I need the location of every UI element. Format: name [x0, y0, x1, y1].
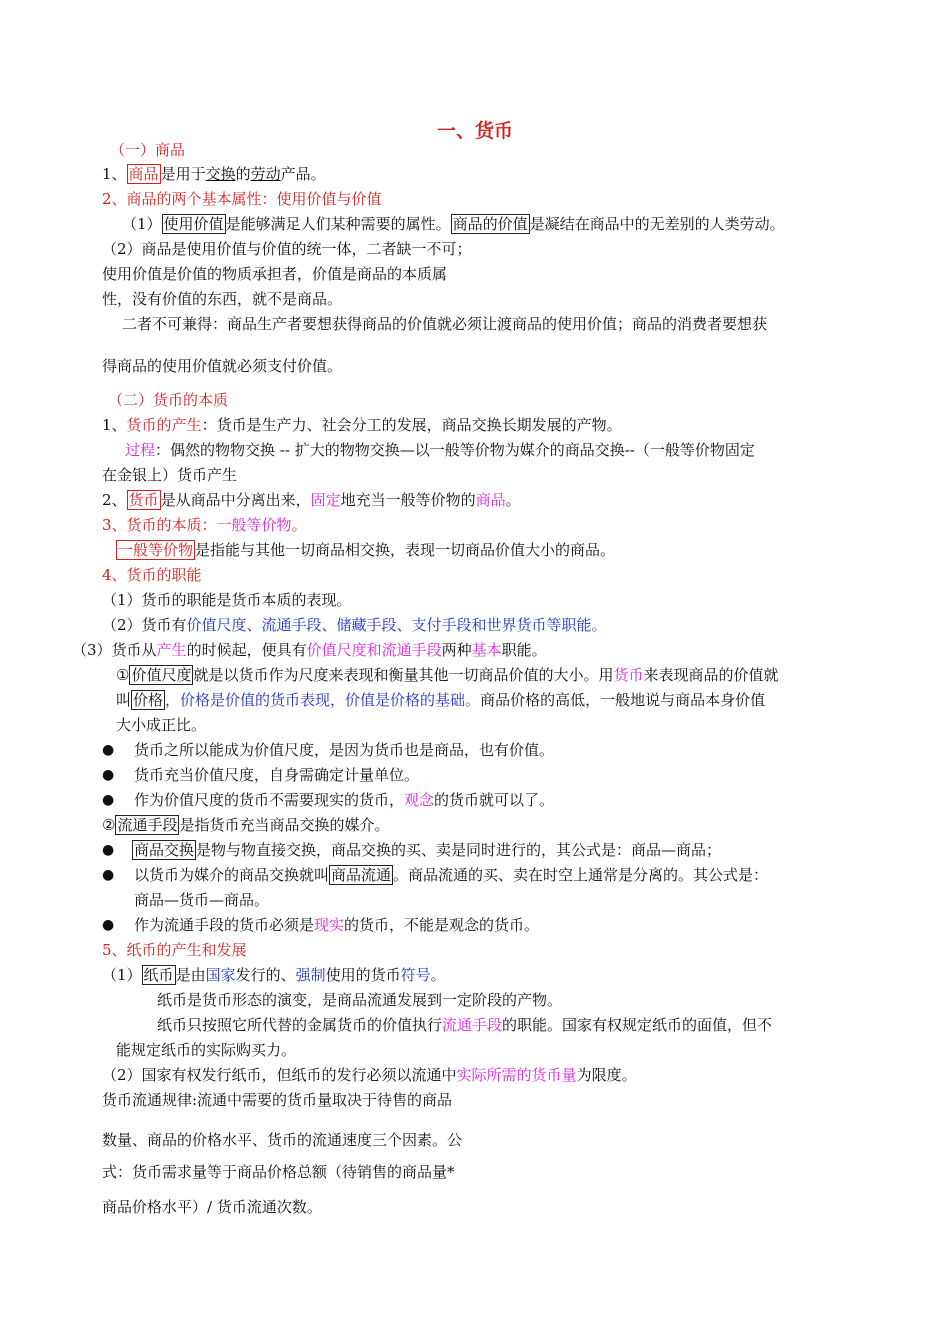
circulation-law-line-2: 数量、商品的价格水平、货币的流通速度三个因素。公: [102, 1131, 463, 1149]
carrier-line: 使用价值是价值的物质承担者，价值是商品的本质属: [102, 265, 448, 283]
general-equivalent-line: [116, 540, 615, 560]
term-price-definition: 价格是价值的货币表现，价值是价格的基础。: [180, 691, 481, 709]
term-commodity-exchange: 商品交换: [134, 841, 195, 859]
text-span: 就是以货币作为尺度来表现和衡量其他一切商品价值的大小。用: [193, 666, 614, 684]
term-fixed: 固定: [310, 491, 341, 509]
section-heading-commodity: （一）商品: [110, 141, 186, 159]
text-span: 是用于: [160, 165, 206, 183]
commodity-attributes-heading: 2、商品的两个基本属性：使用价值与价值: [102, 190, 382, 208]
text-span: 为限度。: [576, 1066, 637, 1084]
text-span: 是物与物直接交换，商品交换的买、卖是同时进行的，其公式是：商品—商品；: [196, 841, 722, 859]
text-span: 纸币只按照它所代替的金属货币的价值执行: [157, 1016, 443, 1034]
term-price: 价格: [133, 691, 164, 709]
term-compulsory: 强制: [295, 966, 326, 984]
text-span: 是指货币充当商品交换的媒介。: [179, 816, 390, 834]
bullet-icon: ●: [102, 842, 115, 858]
term-real: 现实: [314, 916, 345, 934]
value-measure-line: [116, 665, 779, 685]
process-line-cont: 在金银上）货币产生: [102, 466, 238, 484]
term-basic: 基本: [471, 641, 502, 659]
term-state: 国家: [205, 966, 236, 984]
money-functions-heading: 4、货币的职能: [102, 566, 202, 584]
text-span: 发行的、: [235, 966, 296, 984]
text-span: （2）国家有权发行纸币，但纸币的发行必须以流通中: [102, 1066, 457, 1084]
unity-line: （2）商品是使用价值与价值的统一体，二者缺一不可；: [102, 240, 472, 258]
paper-money-function: [157, 1015, 772, 1035]
text-span: 是指能与其他一切商品相交换，表现一切商品价值大小的商品。: [195, 541, 616, 559]
text-span: （1）: [102, 966, 142, 984]
text-span: 。: [505, 491, 521, 509]
term-functions-list: 价值尺度、流通手段、储藏手段、支付手段和世界货币等职能。: [186, 616, 607, 634]
term-process: 过程: [125, 441, 156, 459]
text-span: ①: [116, 666, 130, 684]
functions-line-1: （1）货币的职能是货币本质的表现。: [102, 591, 352, 609]
text-span: 以货币为媒介的商品交换就叫: [134, 866, 330, 884]
term-measure-and-circulation: 价值尺度和流通手段: [306, 641, 442, 659]
circulation-law-line-3: 式：货币需求量等于商品价格总额（待销售的商品量*: [102, 1163, 455, 1181]
bullet-icon: ●: [102, 867, 115, 883]
bullet-icon: ●: [102, 767, 115, 783]
bullet-icon: ●: [102, 792, 115, 808]
term-use-value: 使用价值: [163, 215, 224, 233]
carrier-line-cont: 性，没有价值的东西，就不是商品。: [102, 290, 343, 308]
term-symbol: 符号: [400, 966, 431, 984]
text-span: 产品。: [280, 165, 326, 183]
term-general-equivalent: 一般等价物: [216, 516, 292, 534]
term-required-money: 实际所需的货币量: [456, 1066, 577, 1084]
money-definition-line: [102, 490, 521, 510]
text-span: （3）货币从: [72, 641, 157, 659]
text-span: （1）: [122, 215, 162, 233]
paper-money-function-cont: 能规定纸币的实际购买力。: [116, 1041, 297, 1059]
text-span: 3、货币的本质：: [102, 516, 217, 534]
value-measure-line-cont: [116, 690, 765, 710]
money-essence-line: [102, 515, 307, 535]
term-money: 货币: [613, 666, 644, 684]
text-span: 职能。: [501, 641, 547, 659]
paper-money-evolution: 纸币是货币形态的演变，是商品流通发展到一定阶段的产物。: [157, 991, 563, 1009]
value-measure-line-cont-2: 大小成正比。: [116, 716, 207, 734]
text-span: （2）货币有: [102, 616, 187, 634]
term-money: 货币: [128, 491, 159, 509]
bullet-icon: ●: [102, 917, 115, 933]
money-origin-line: [102, 415, 622, 435]
text-span: ②: [102, 816, 116, 834]
term-labor: 劳动: [250, 165, 281, 183]
text-span: 的: [235, 165, 251, 183]
term-concept: 观念: [404, 791, 435, 809]
term-commodity: 商品: [128, 165, 159, 183]
text-span: 商品价格的高低，一般地说与商品本身价值: [480, 691, 766, 709]
bullet-item: [134, 790, 554, 810]
circulation-law-line: 货币流通规律:流通中需要的货币量取决于待售的商品: [102, 1091, 453, 1109]
text-span: 叫: [116, 691, 132, 709]
text-span: 的时候起，便具有: [186, 641, 307, 659]
circulation-law-line-4: 商品价格水平）/ 货币流通次数。: [102, 1198, 322, 1216]
term-general-equivalent-box: 一般等价物: [118, 541, 194, 559]
term-origin: 产生: [156, 641, 187, 659]
term-commodity-circulation: 商品流通: [331, 866, 392, 884]
bullet-item: 货币之所以能成为价值尺度，是因为货币也是商品，也有价值。: [134, 741, 555, 759]
text-span: 作为价值尺度的货币不需要现实的货币，: [134, 791, 405, 809]
bullet-item: 货币充当价值尺度，自身需确定计量单位。: [134, 766, 420, 784]
term-paper-money: 纸币: [143, 966, 174, 984]
text-span: 的职能。国家有权规定纸币的面值，但不: [502, 1016, 773, 1034]
text-span: 的货币就可以了。: [434, 791, 555, 809]
text-span: 是从商品中分离出来，: [160, 491, 311, 509]
text-span: ：货币是生产力、社会分工的发展，商品交换长期发展的产物。: [201, 416, 622, 434]
text-span: ：偶然的物物交换 -- 扩大的物物交换—以一般等价物为媒介的商品交换--（一般等价物固定: [155, 441, 755, 459]
use-value-line: [122, 214, 785, 234]
term-circulation-means: 流通手段: [117, 816, 178, 834]
process-line: [125, 440, 755, 460]
term-money-origin: 货币的产生: [126, 416, 202, 434]
term-value-measure: 价值尺度: [131, 666, 192, 684]
text-span: 。商品流通的买、卖在时空上通常是分离的。其公式是：: [393, 866, 769, 884]
term-commodity-value: 商品的价值: [452, 215, 528, 233]
commodity-definition: [102, 164, 326, 184]
text-span: 。: [430, 966, 446, 984]
functions-line-2: [102, 615, 607, 635]
circulation-means-line: [102, 815, 389, 835]
section-heading-paper-money: 5、纸币的产生和发展: [102, 941, 247, 959]
page-title: 一、货币: [436, 120, 513, 142]
text-span: 来表现商品的价值就: [643, 666, 779, 684]
issuance-line: [102, 1065, 637, 1085]
text-span: 是凝结在商品中的无差别的人类劳动。: [529, 215, 785, 233]
bullet-item: [134, 915, 539, 935]
text-span: 。: [291, 516, 307, 534]
paper-money-line: [102, 965, 446, 985]
bullet-item: [132, 840, 721, 860]
bullet-item: [134, 865, 768, 885]
text-span: 是由: [175, 966, 206, 984]
text-span: 2、: [102, 491, 127, 509]
incompatible-line: 二者不可兼得：商品生产者要想获得商品的价值就必须让渡商品的使用价值；商品的消费者要想获: [122, 315, 768, 333]
term-exchange: 交换: [205, 165, 236, 183]
line-number: 1、: [102, 165, 127, 183]
bullet-item-cont: 商品—货币—商品。: [134, 891, 270, 909]
text-span: 的货币，不能是观念的货币。: [344, 916, 540, 934]
term-circulation-means: 流通手段: [442, 1016, 503, 1034]
text-span: 地充当一般等价物的: [340, 491, 476, 509]
section-heading-money-essence: （二）货币的本质: [108, 391, 229, 409]
text-span: 两种: [441, 641, 472, 659]
functions-line-3: [72, 640, 547, 660]
term-commodity: 商品: [475, 491, 506, 509]
incompatible-line-cont: 得商品的使用价值就必须支付价值。: [102, 357, 343, 375]
text-span: 使用的货币: [325, 966, 401, 984]
text-span: 是能够满足人们某种需要的属性。: [225, 215, 451, 233]
text-span: 作为流通手段的货币必须是: [134, 916, 315, 934]
text-span: ，: [165, 691, 181, 709]
text-span: 1、: [102, 416, 127, 434]
bullet-icon: ●: [102, 742, 115, 758]
